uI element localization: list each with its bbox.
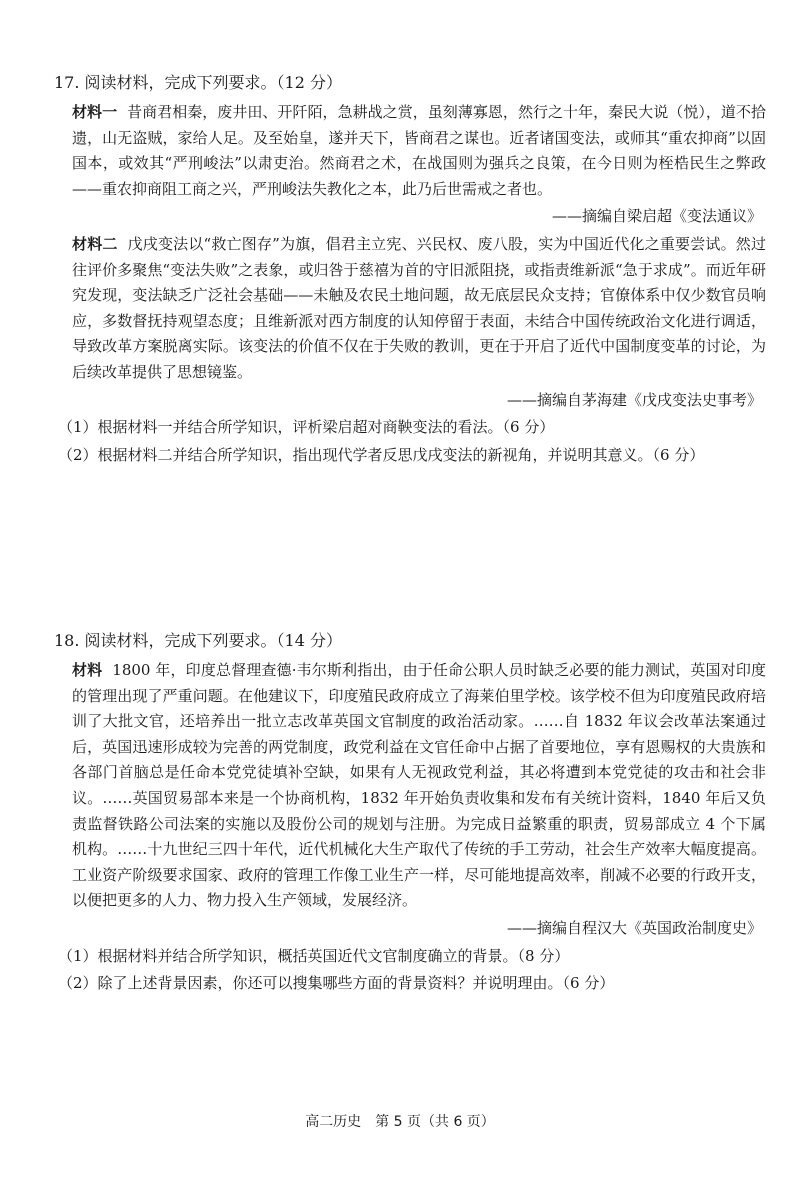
question-18-title: 18. 阅读材料，完成下列要求。（14 分） xyxy=(54,631,342,650)
q17-material-2-text: 戊戌变法以“救亡图存”为旗，倡君主立宪、兴民权、废八股，实为中国近代化之重要尝试。然过往评价多聚焦“变法失败”之表象，或归咎于慈禧为首的守旧派阻挠，或指责维新派“急于求成”。而近年研究发现，变法缺乏广泛社会基础——未触及农民土地问题，故无底层民众支持；官僚体系中仅少数官员响应，多数督抚持观望态度；且维新派对西方制度的认知停留于表面，未结合中国传统政治文化进行调适，导致改革方案脱离实际。该变法的价值不仅在于失败的教训，更在于开启了近代中国制度变革的讨论，为后续改革提供了思想镜鉴。 xyxy=(72,234,766,381)
q17-material-1-text: 昔商君相秦，废井田、开阡陌，急耕战之赏，虽刻薄寡恩，然行之十年，秦民大说（悦），道不拾遗，山无盗贼，家给人足。及至始皇，遂并天下，皆商君之谋也。近者诸国变法，或师其“重农抑商”以固国本，或效其“严刑峻法”以肃吏治。然商君之术，在战国则为强兵之良策，在今日则为桎梏民生之弊政——重农抑商阻工商之兴，严刑峻法失教化之本，此乃后世需戒之者也。 xyxy=(72,103,766,198)
q17-material-2-label: 材料二 xyxy=(72,234,118,253)
q17-material-2 xyxy=(54,232,766,386)
q18-material xyxy=(54,658,766,914)
q17-material-2-source: ——摘编自茅海建《戊戌变法史事考》 xyxy=(506,390,762,409)
q18-sub-question-2: （2）除了上述背景因素，你还可以搜集哪些方面的背景资料？并说明理由。（6 分） xyxy=(58,974,615,993)
q18-material-text: 1800 年，印度总督理查德·韦尔斯利指出，由于任命公职人员时缺乏必要的能力测试，英国对印度的管理出现了严重问题。在他建议下，印度殖民政府成立了海莱伯里学校。该学校不但为印度殖民政府培训了大批文官，还培养出一批立志改革英国文官制度的政治活动家。……自 1832 年议会改革法案通过后，英国迅速形成较为完善的两党制度，政党利益在文官任命中占据了首要地位，享有恩赐权的大贵族和各部门首脑总是任命本党党徒填补空缺，如果有人无视政党利益，其必将遭到本党党徒的攻击和社会非议。……英国贸易部本来是一个协商机构，1832 年开始负责收集和发布有关统计资料，1840 年后又负责监督铁路公司法案的实施以及股份公司的规划与注册。为完成日益繁重的职责，贸易部成立 4 个下属机构。……十九世纪三四十年代，近代机械化大生产取代了传统的手工劳动，社会生产效率大幅度提高。工业资产阶级要求国家、政府的管理工作像工业生产一样，尽可能地提高效率，削减不必要的行政开支，以便把更多的人力、物力投入生产领域，发展经济。 xyxy=(72,661,766,910)
question-17 xyxy=(54,70,766,468)
q17-material-1-label: 材料一 xyxy=(72,103,118,121)
q17-sub-question-1: （1）根据材料一并结合所学知识，评析梁启超对商鞅变法的看法。（6 分） xyxy=(58,418,555,437)
q18-material-label: 材料 xyxy=(72,661,103,679)
question-18 xyxy=(54,628,766,997)
q18-material-source: ——摘编自程汉大《英国政治制度史》 xyxy=(506,918,762,937)
q17-material-1-source: ——摘编自梁启超《变法通议》 xyxy=(551,207,762,226)
q17-sub-question-2: （2）根据材料二并结合所学知识，指出现代学者反思戊戌变法的新视角，并说明其意义。（6 分） xyxy=(58,445,705,464)
q17-material-1 xyxy=(54,100,766,202)
question-17-title: 17. 阅读材料，完成下列要求。（12 分） xyxy=(54,73,342,92)
page-footer: 高二历史 第 5 页（共 6 页） xyxy=(305,1114,495,1130)
q18-sub-question-1: （1）根据材料并结合所学知识，概括英国近代文官制度确立的背景。（8 分） xyxy=(58,946,570,965)
